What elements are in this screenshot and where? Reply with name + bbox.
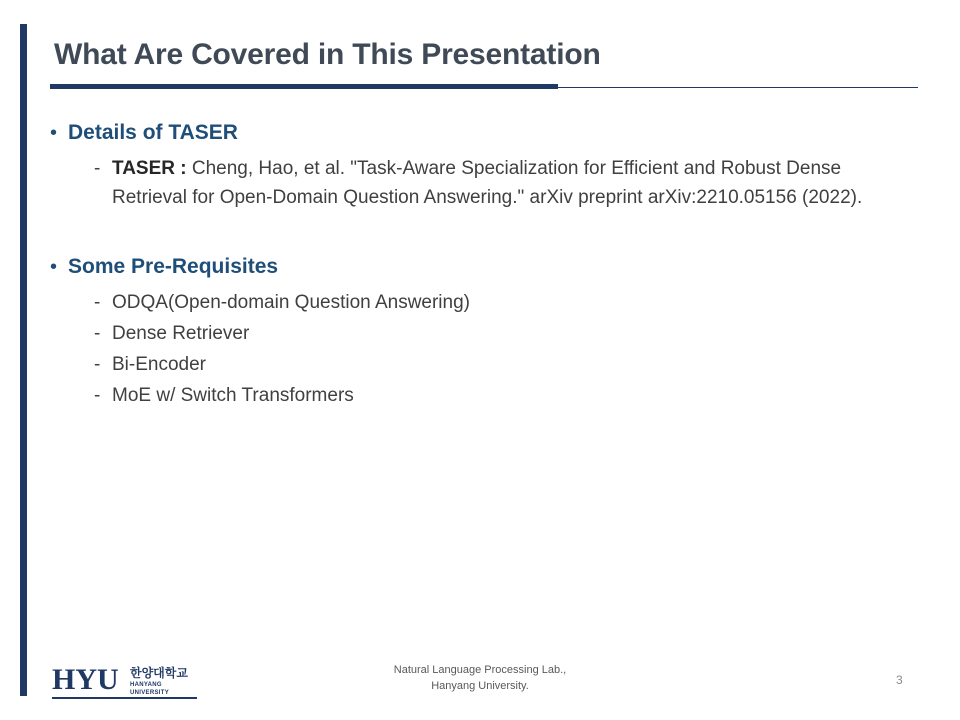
section-heading: Some Pre-Requisites (68, 255, 279, 278)
list-item (94, 381, 920, 410)
list-item (94, 319, 920, 348)
list-item-text (112, 154, 902, 212)
section-heading-row (50, 118, 920, 148)
dash-icon: - (94, 158, 101, 179)
list-item (94, 350, 920, 379)
page-title: What Are Covered in This Presentation (54, 38, 601, 71)
section-gap (50, 212, 920, 244)
footer-line-1: Natural Language Processing Lab., (393, 664, 567, 676)
dash-icon: - (94, 354, 101, 375)
dash-icon: - (94, 292, 101, 313)
footer-line-2: Hanyang University. (431, 680, 529, 692)
list-item-body: Cheng, Hao, et al. "Task-Aware Specialization for Efficient and Robust Dense Retrieval for Open-Domain Question Answering." arXiv preprint arXiv:2210.05156 (2022). (112, 158, 863, 208)
section-items (94, 288, 920, 410)
list-item-text: Bi-Encoder (112, 354, 206, 375)
university-logo (52, 664, 202, 700)
logo-english-name: HANYANG UNIVERSITY (130, 682, 170, 696)
list-item-text: ODQA(Open-domain Question Answering) (112, 292, 470, 313)
logo-underline (52, 697, 197, 699)
bullet-dot-icon: • (50, 256, 58, 278)
logo-korean-name: 한양대학교 (130, 666, 188, 680)
list-item-text: Dense Retriever (112, 323, 250, 344)
dash-icon: - (94, 385, 101, 406)
bullet-dot-icon: • (50, 122, 58, 144)
section-heading-row (50, 252, 920, 282)
list-item-lead: TASER : (112, 158, 187, 179)
list-item-text: MoE w/ Switch Transformers (112, 385, 354, 406)
dash-icon: - (94, 323, 101, 344)
slide-accent-bar (20, 24, 27, 696)
slide-content (50, 110, 920, 410)
title-rule-thin (50, 87, 918, 88)
section-heading: Details of TASER (68, 121, 238, 144)
section-some-pre-requisites (50, 252, 920, 410)
section-items (94, 154, 920, 212)
section-details-of-taser (50, 118, 920, 212)
list-item (94, 288, 920, 317)
list-item (94, 154, 920, 212)
logo-mark: HYU (52, 663, 119, 696)
page-number: 3 (896, 673, 903, 687)
